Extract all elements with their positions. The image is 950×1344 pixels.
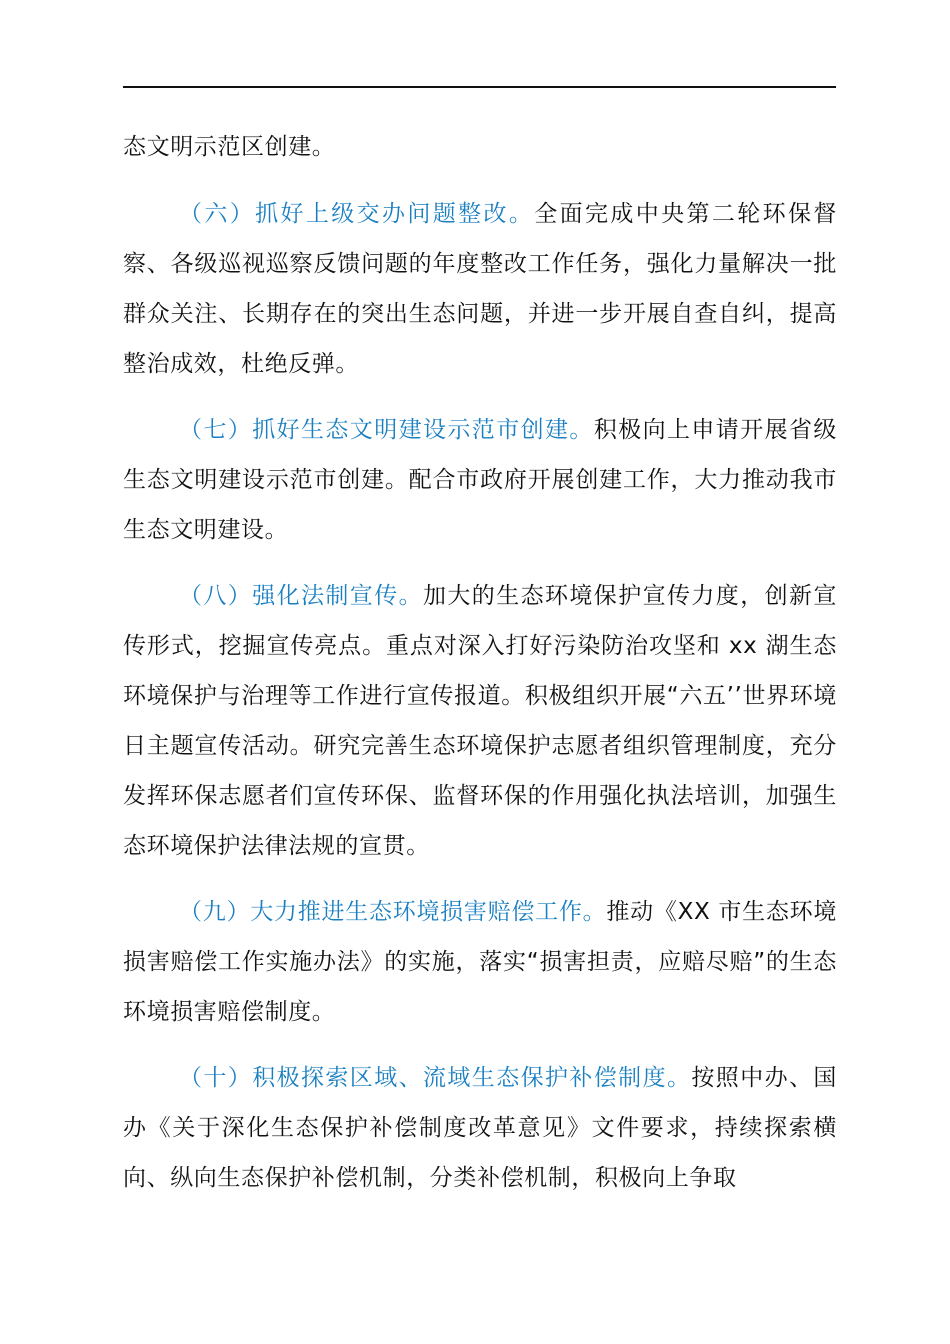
- paragraph-body: 加大的生态环境保护宣传力度，创新宣传形式，挖掘宣传亮点。重点对深入打好污染防治攻坚和 xx 湖生态环境保护与治理等工作进行宣传报道。积极组织开展“六五’’世界环境日主题宣传活动。研究完善生态环境保护志愿者组织管理制度，充分发挥环保志愿者们宣传环保、监督环保的作用强化执法培训，加强生态环境保护法律法规的宣贯。: [123, 583, 837, 859]
- paragraph-item-6: [123, 189, 837, 389]
- paragraph-body: 按照中办、国办《关于深化生态保护补偿制度改革意见》文件要求，持续探索横向、纵向生态保护补偿机制，分类补偿机制，积极向上争取: [123, 1065, 837, 1191]
- paragraph-heading: （七）抓好生态文明建设示范市创建。: [179, 417, 594, 443]
- paragraph-body: 积极向上申请开展省级生态文明建设示范市创建。配合市政府开展创建工作，大力推动我市生态文明建设。: [123, 417, 838, 543]
- paragraph-item-9: [123, 887, 837, 1037]
- paragraph-body: 推动《XX 市生态环境损害赔偿工作实施办法》的实施，落实“损害担责，应赔尽赔”的生态环境损害赔偿制度。: [123, 899, 837, 1025]
- paragraph-heading: （九）大力推进生态环境损害赔偿工作。: [179, 899, 607, 925]
- paragraph-item-10: [123, 1053, 837, 1203]
- paragraph-body: 全面完成中央第二轮环保督察、各级巡视巡察反馈问题的年度整改工作任务，强化力量解决一批群众关注、长期存在的突出生态问题，并进一步开展自查自纠，提高整治成效，杜绝反弹。: [123, 201, 837, 377]
- paragraph-heading: （十）积极探索区域、流域生态保护补偿制度。: [179, 1065, 692, 1091]
- paragraph-continuation: [123, 122, 837, 172]
- document-body: [123, 122, 837, 1219]
- paragraph-body: 态文明示范区创建。: [123, 134, 336, 160]
- paragraph-item-7: [123, 405, 837, 555]
- paragraph-heading: （六）抓好上级交办问题整改。: [179, 201, 535, 227]
- header-rule: [123, 86, 836, 88]
- paragraph-heading: （八）强化法制宣传。: [179, 583, 423, 609]
- paragraph-item-8: [123, 571, 837, 871]
